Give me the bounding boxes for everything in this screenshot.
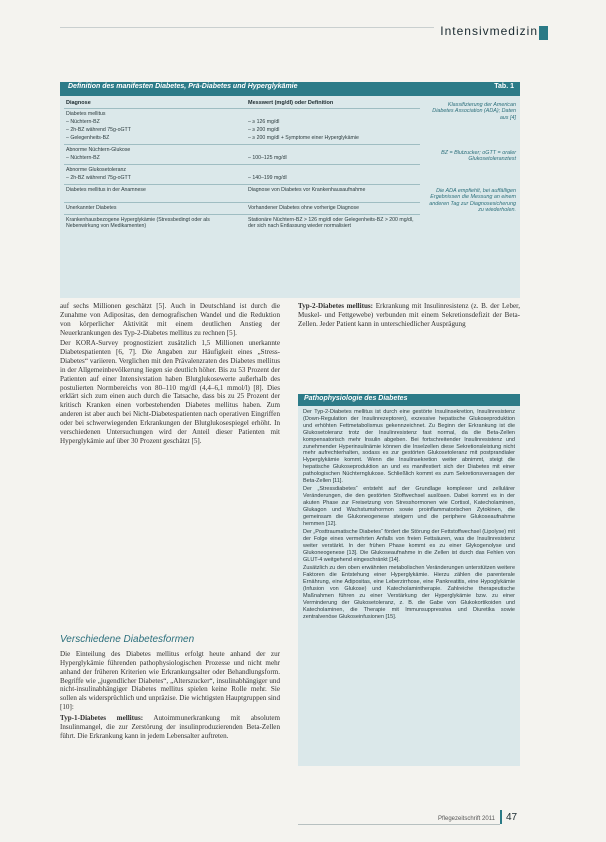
row-diagnose: – Gelegenheits-BZ: [66, 135, 110, 141]
table-titlebar: [60, 82, 520, 96]
table-note-abbreviations: BZ = Blutzucker; oGTT = oraler Glukosetoleranztest: [441, 150, 516, 163]
bold-term: Typ-2-Diabetes mellitus:: [298, 302, 374, 310]
row-value: – 140–199 mg/dl: [248, 175, 287, 181]
table-note-recommendation: Die ADA empfiehlt, bei auffälligen Ergebnissen die Messung an einem anderen Tag zur Diagnosesicherung zu wiederholen.: [429, 188, 516, 214]
definition-table: [60, 82, 520, 298]
row-value: – ≥ 200 mg/dl: [248, 127, 280, 133]
row-diagnose: Abnorme Glukosetoleranz: [66, 167, 126, 173]
row-divider: [64, 144, 420, 145]
right-column-text: [298, 302, 520, 329]
page-number: 47: [506, 812, 518, 823]
table-title: Definition des manifesten Diabetes, Prä-Diabetes und Hyperglykämie: [68, 83, 298, 90]
row-diagnose: – 2h-BZ während 75g-oGTT: [66, 127, 131, 133]
paragraph: Autoimmunerkrankung mit absolutem Insulinmangel, die zur Zerstörung der insulinproduzierenden Beta-Zellen führt. Die Erkrankung kann in jedem Lebensalter auftreten.: [60, 713, 280, 740]
paragraph: Erkrankung mit Insulinresistenz (z. B. der Leber, Muskel- und Fettgewebe) verbunden mit einem Sekretionsdefizit der Beta-Zellen. Jeder Patient kann in unterschiedlicher Ausprägung: [298, 302, 520, 328]
row-value: – ≥ 200 mg/dl + Symptome einer Hyperglykämie: [248, 135, 359, 141]
info-title: Pathophysiologie des Diabetes: [304, 395, 408, 402]
left-column-text-2: [60, 650, 280, 740]
row-diagnose: – 2h-BZ während 75g-oGTT: [66, 175, 131, 181]
row-diagnose: Diabetes mellitus in der Anamnese: [66, 187, 146, 193]
paragraph: Die Einteilung des Diabetes mellitus erfolgt heute anhand der zur Hyperglykämie führenden pathophysiologischen Prozesse und nicht mehr anhand der früheren Kriterien wie Erkrankungsalter oder Behandlungsform. Begriffe wie „jugendlicher Diabetes“, „Alterszucker“, insulinabhängiger und nicht-insulinabhängiger Diabetes mellitus spielen keine Rolle mehr. Sie sollen als widersprüchlich und unpräzise. Die wichtigsten Hauptgruppen sind [10]:: [60, 650, 280, 712]
row-divider: [64, 184, 420, 185]
footer-rule: [298, 824, 500, 825]
row-value: – ≥ 126 mg/dl: [248, 119, 280, 125]
paragraph: Der Typ-2-Diabetes mellitus ist durch eine gestörte Insulinsekretion, Insulinresistenz (Down-Regulation der Insulinrezeptoren), exzessive hepatische Glukoseproduktion und erhöhten Fettmetabolismus gekennzeichnet. Zu Beginn der Erkrankung ist die Glukosetoleranz trotz der Insulinresistenz fast normal, da die Beta-Zellen kompensatorisch mehr Insulin abgeben. Bei fortschreitender Insulinresistenz und zunehmender Hyperinsulinämie können die Inselzellen diese Sekretionsleistung nicht mehr aufrechterhalten, sodass es zur gestörten Glukosetoleranz mit postprandialer Hyperglykämie kommt. Wenn die Insulinsekretion weiter abnimmt, steigt die hepatische Glukoseproduktion an und es manifestiert sich der Diabetes mit einer pathologischen Nüchternglukose. Schließlich kommt es zum Sekretionsversagen der Beta-Zellen [11].: [303, 409, 515, 485]
row-divider: [64, 164, 420, 165]
pathophysiology-box: [298, 394, 520, 766]
row-diagnose: – Nüchtern-BZ: [66, 155, 100, 161]
left-column-text: [60, 302, 280, 446]
row-diagnose: Unerkannter Diabetes: [66, 205, 117, 211]
paragraph: Der KORA-Survey prognostiziert zusätzlich 1,5 Millionen unerkannte Diabetespatienten [6, 7]. Die Angaben zur Häufigkeit eines „Stress-Diabetes“ variieren. Verglichen mit den Prävalenzraten des Diabetes mellitus in der Allgemeinbevölkerung liegen sie deutlich höher. Bis zu 53 Prozent der Patienten auf einer Intensivstation haben Blutglukosewerte außerhalb des postulierten Normbereichs von 80–110 mg/dl (4,4–6,1 mmol/l) [8]. Dies erklärt sich zum einen auch durch die Tatsache, dass bis zu 25 Prozent der kritisch Kranken einen vorbestehenden Diabetes mellitus haben. Zum anderen ist aber auch bei Nicht-Diabetespatienten nach operativen Eingriffen oder bei schwerwiegenden Erkrankungen der Blutglukosespiegel erhöht. In verschiedenen Untersuchungen wird der Anteil dieser Patienten mit Hyperglykämie auf über 30 Prozent geschätzt [5].: [60, 339, 280, 445]
row-value: Diagnose von Diabetes vor Krankenhausaufnahme: [248, 187, 366, 193]
row-diagnose: Diabetes mellitus: [66, 111, 106, 117]
row-diagnose: – Nüchtern-BZ: [66, 119, 100, 125]
row-value: Vorhandener Diabetes ohne vorherige Diagnose: [248, 205, 360, 211]
section-heading: Verschiedene Diabetesformen: [60, 634, 195, 645]
table-tag: Tab. 1: [494, 83, 514, 90]
accent-marker: [539, 26, 548, 40]
paragraph: Zusätzlich zu den oben erwähnten metabolischen Veränderungen unterstützen weitere Faktoren die Entstehung einer Hyperglykämie. Hierzu zählen die parenterale Ernährung, eine Adipositas, eine Leberzirrhose, eine Pankreatitis, eine Hypoglykämie (Infusion von Glukose) und Katecholamintherapie. Zahlreiche therapeutische Maßnahmen führen zu einer Verstärkung der Hyperglykämie bzw. zu einer Verminderung der Glukosetoleranz, z. B. die Gabe von Glukokortikoiden und Katecholaminen, die Therapie mit Immunsuppressiva und Diuretika sowie zentralvenöse Glukoseinfusionen [15].: [303, 565, 515, 620]
column-header-diagnose: Diagnose: [66, 100, 91, 106]
row-divider: [64, 214, 420, 215]
paragraph: Der „Posttraumatische Diabetes“ fördert die Störung der Fettstoffwechsel (Lipolyse) mit der Folge eines vermehrten Anfalls von freien Fettsäuren, was die Insulinresistenz weiter verstärkt. In der frühen Phase kommt es zu einer Glykogenolyse und Glukoneogenese [13]. Die Glukoseaufnahme in die Zellen ist durch das Fehlen von GLUT-4 weitgehend eingeschränkt [14].: [303, 529, 515, 564]
paragraph: Der „Stressdiabetes“ entsteht auf der Grundlage komplexer und zellulärer Veränderungen, die den gestörten Stoffwechsel auslösen. Dabei kommt es in der akuten Phase zur Freisetzung von Stresshormonen wie Cortisol, Katecholaminen, Glukagon und Wachstumshormon sowie proinflammatorischen Zytokinen, die gemeinsam die Glukoneogenese steigern und die periphere Glukoseaufnahme hemmen [12].: [303, 486, 515, 527]
info-body: [303, 409, 515, 622]
row-diagnose: Krankenhausbezogene Hyperglykämie (Stressbedingt oder als Nebenwirkung von Medikamenten): [66, 217, 210, 230]
page-header: [0, 0, 606, 52]
footer-accent: [500, 810, 502, 824]
footer-source: Pflegezeitschrift 2011: [438, 816, 495, 822]
row-diagnose: Abnorme Nüchtern-Glukose: [66, 147, 131, 153]
column-header-messwert: Messwert (mg/dl) oder Definition: [248, 100, 334, 106]
row-divider: [64, 108, 420, 109]
row-divider: [64, 202, 420, 203]
row-value: Stationäre Nüchtern-BZ > 126 mg/dl oder Gelegenheits-BZ > 200 mg/dl, der sich nach Entlassung wieder normalisiert: [248, 217, 414, 230]
section-title: Intensivmedizin: [434, 24, 538, 38]
bold-term: Typ-1-Diabetes mellitus:: [60, 713, 144, 722]
info-titlebar: [298, 394, 520, 406]
row-value: – 100–125 mg/dl: [248, 155, 287, 161]
table-note-source: Klassifizierung der American Diabetes Association (ADA); Daten aus [4]: [432, 102, 516, 121]
paragraph: auf sechs Millionen geschätzt [5]. Auch in Deutschland ist durch die Zunahme von Adipositas, den demografischen Wandel und die Reduktion von körperlicher Aktivität mit einem deutlichen Anstieg der Neuerkrankungen des Typ-2-Diabetes mellitus zu rechnen [5].: [60, 302, 280, 337]
